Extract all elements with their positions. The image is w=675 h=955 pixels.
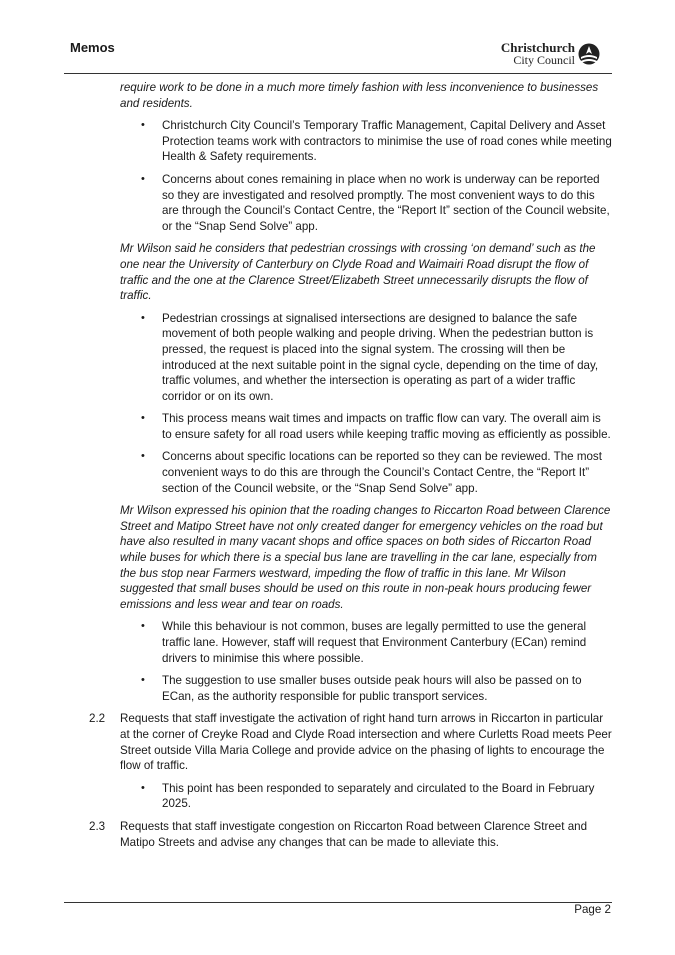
cathedral-logo-icon — [577, 42, 601, 68]
paragraph-italic: Mr Wilson expressed his opinion that the roading changes to Riccarton Road between Clarence Street and Matipo Street have not only created danger for emergency vehicles on the road but have also resulted in many vacant shops and office spaces on both sides of Riccarton Road while buses for which there is a special bus lane are travelling in the car lane, especially from the bus stop near Farmers westward, impeding the flow of traffic in this lane. Mr Wilson suggested that small buses should be used on this route in non-peak hours producing fewer emissions and less wear and tear on roads. — [120, 504, 611, 611]
page-header-title: Memos — [70, 40, 115, 55]
bullet-icon: • — [141, 311, 145, 324]
bullet-icon: • — [141, 119, 145, 132]
header-divider — [64, 73, 612, 74]
numbered-item-2-3 — [89, 819, 612, 850]
bullet-text: Concerns about cones remaining in place when no work is underway can be reported so they are investigated and resolved promptly. The most convenient ways to do this are through the Council’s Contact Centre, the “Report It” section of the Council website, or the “Snap Send Solve” app. — [162, 172, 610, 233]
bullet-icon: • — [141, 172, 145, 185]
bullet-item — [141, 411, 612, 442]
bullet-text: The suggestion to use smaller buses outside peak hours will also be passed on to ECan, as the authority responsible for public transport services. — [162, 674, 582, 703]
logo-line-1: Christchurch — [500, 40, 575, 55]
logo-text — [501, 42, 575, 66]
bullet-list — [0, 118, 675, 234]
bullet-icon: • — [141, 781, 145, 794]
item-text: Requests that staff investigate congestion on Riccarton Road between Clarence Street and Matipo Streets and advise any changes that can be made to alleviate this. — [120, 819, 588, 849]
bullet-icon: • — [141, 674, 145, 687]
bullet-item — [141, 311, 612, 405]
item-number: 2.3 — [89, 819, 106, 833]
bullet-text: Pedestrian crossings at signalised intersections are designed to balance the safe movement of both people walking and people driving. When the pedestrian button is pressed, the request is placed into the signal system. The crossing will then be introduced at the next suitable point in the signal cycle, depending on the time of day, traffic volumes, and whether the intersection is operating as part of a wider traffic corridor or on its own. — [162, 311, 599, 403]
bullet-item — [141, 673, 612, 704]
item-text: Requests that staff investigate the activation of right hand turn arrows in Riccarton in particular at the corner of Creyke Road and Clyde Road intersection and where Curletts Road meets Peer Street outside Villa Maria College and provide advice on the phasing of lights to encourage the flow of traffic. — [120, 712, 612, 773]
page-number: Page 2 — [574, 903, 611, 916]
numbered-item-2-2 — [89, 711, 612, 773]
bullet-item — [141, 172, 612, 234]
council-logo — [496, 42, 601, 68]
footer-divider — [64, 902, 612, 903]
bullet-list — [0, 619, 675, 704]
bullet-icon: • — [141, 450, 145, 463]
bullet-text: This process means wait times and impacts on traffic flow can vary. The overall aim is to ensure safety for all road users while keeping traffic moving as efficiently as possible. — [162, 412, 611, 441]
bullet-item — [141, 118, 612, 165]
bullet-icon: • — [141, 412, 145, 425]
bullet-list — [0, 781, 675, 812]
bullet-item — [141, 449, 612, 496]
bullet-text: While this behaviour is not common, buses are legally permitted to use the general traffic lane. However, staff will request that Environment Canterbury (ECan) remind drivers to minimise this where possible. — [162, 620, 587, 665]
bullet-text: Concerns about specific locations can be reported so they can be reviewed. The most convenient ways to do this are through the Council’s Contact Centre, the “Report It” section of the Council website, or the “Snap Send Solve” app. — [162, 450, 602, 495]
paragraph-italic: require work to be done in a much more timely fashion with less inconvenience to businesses and residents. — [120, 81, 599, 110]
bullet-item — [141, 619, 612, 666]
item-number: 2.2 — [89, 712, 106, 726]
bullet-icon: • — [141, 620, 145, 633]
logo-line-2: City Council — [513, 53, 575, 67]
bullet-item — [141, 781, 612, 812]
bullet-text: Christchurch City Council’s Temporary Traffic Management, Capital Delivery and Asset Protection teams work with contractors to minimise the use of road cones while meeting Health & Safety requirements. — [162, 119, 612, 164]
bullet-text: This point has been responded to separately and circulated to the Board in February 2025. — [162, 781, 595, 811]
memo-body — [0, 80, 675, 857]
paragraph-italic: Mr Wilson said he considers that pedestrian crossings with crossing ‘on demand’ such as the one near the University of Canterbury on Clyde Road and Waimairi Road disrupt the flow of traffic and the one at the Clarence Street/Elizabeth Street unnecessarily disrupts the flow of traffic. — [120, 242, 596, 303]
bullet-list — [0, 311, 675, 497]
